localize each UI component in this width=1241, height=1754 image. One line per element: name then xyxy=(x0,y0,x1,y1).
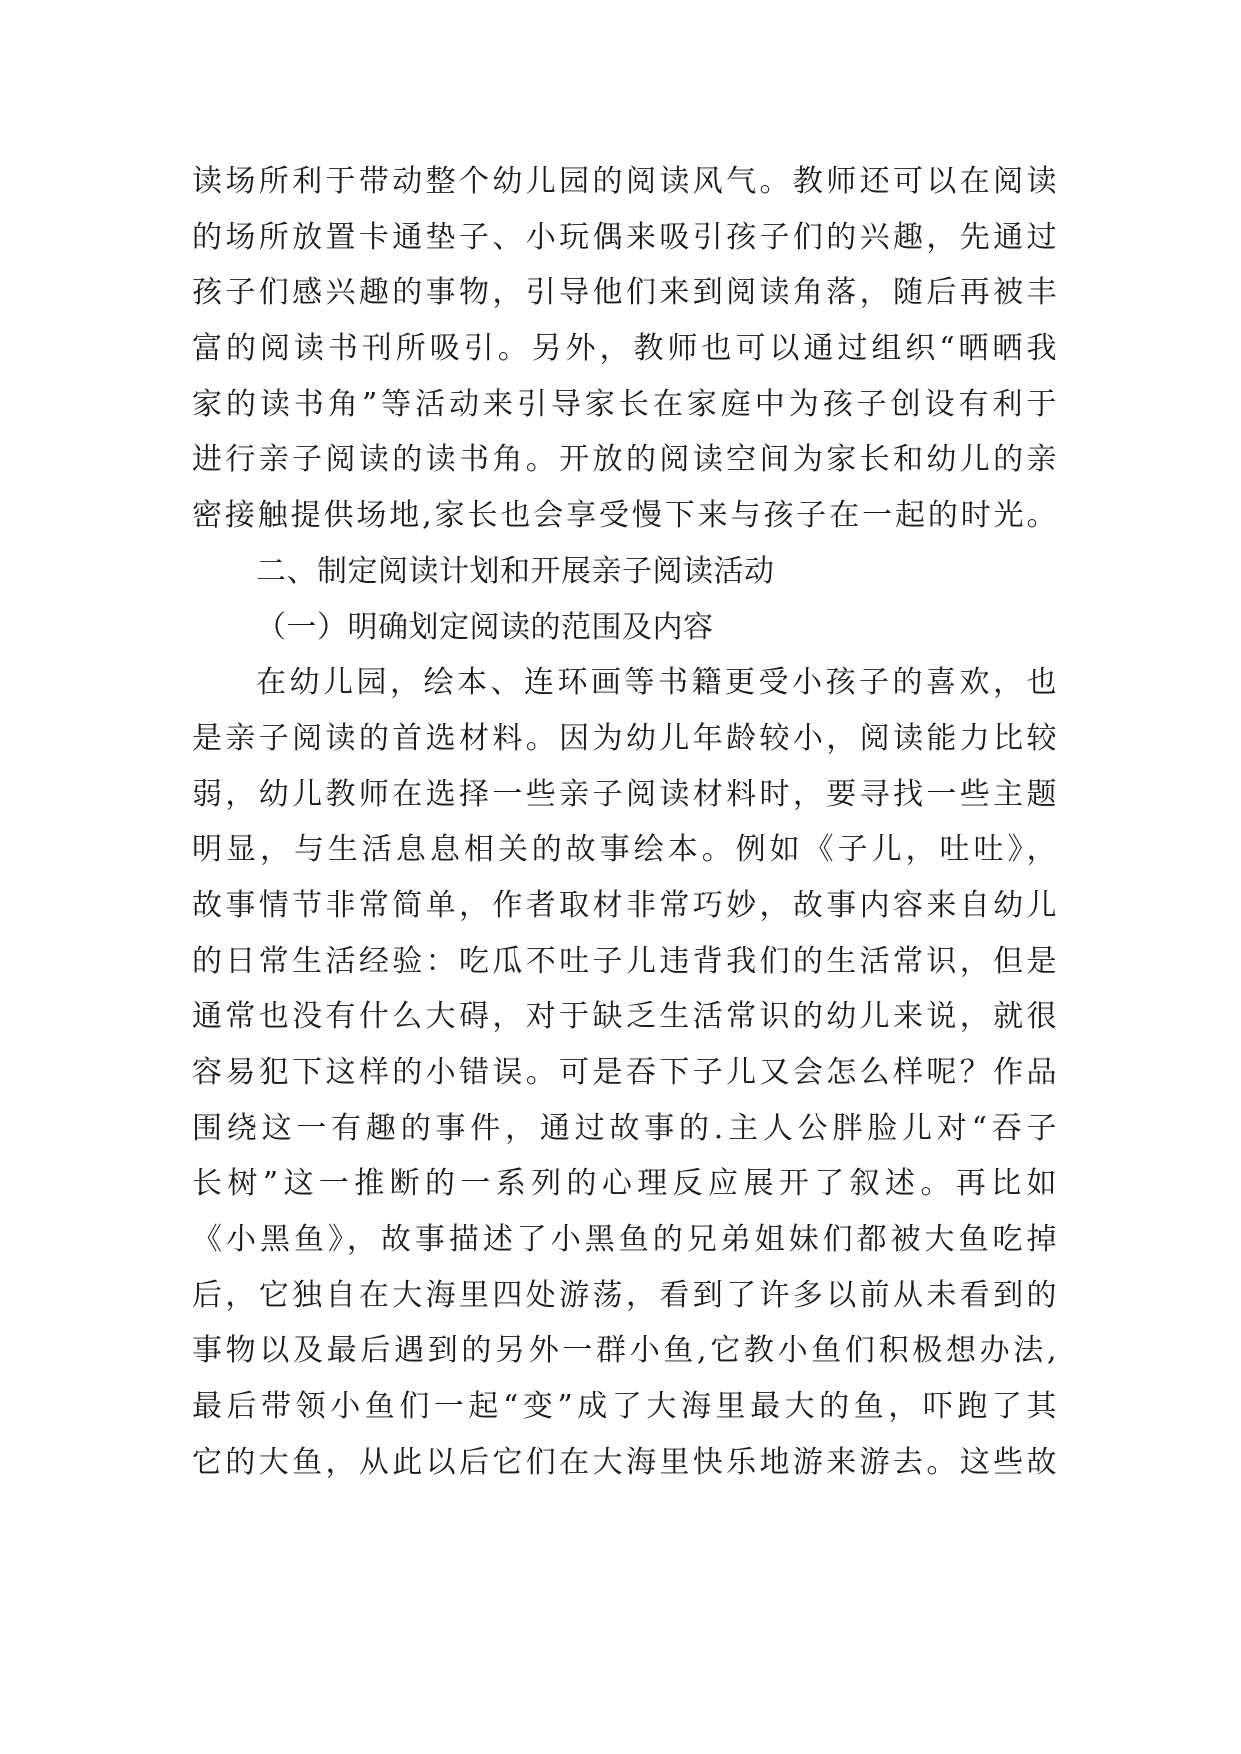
text-line: 的日常生活经验：吃瓜不吐子儿违背我们的生活常识，但是 xyxy=(192,943,1057,979)
text-line: 长树”这一推断的一系列的心理反应展开了叙述。再比如 xyxy=(192,1166,1057,1202)
text-line: 家的读书角”等活动来引导家长在家庭中为孩子创设有利于 xyxy=(192,386,1057,422)
text-line: 它的大鱼，从此以后它们在大海里快乐地游来游去。这些故 xyxy=(192,1444,1057,1480)
paragraph-first-line: 在幼儿园，绘本、连环画等书籍更受小孩子的喜欢，也 xyxy=(256,665,1057,701)
text-line: 孩子们感兴趣的事物，引导他们来到阅读角落，随后再被丰 xyxy=(192,275,1057,311)
text-line: 弱，幼儿教师在选择一些亲子阅读材料时，要寻找一些主题 xyxy=(192,776,1057,812)
section-heading: 二、制定阅读计划和开展亲子阅读活动 xyxy=(256,553,775,589)
text-line: 是亲子阅读的首选材料。因为幼儿年龄较小，阅读能力比较 xyxy=(192,720,1057,756)
text-line: 事物以及最后遇到的另外一群小鱼,它教小鱼们积极想办法, xyxy=(192,1333,1057,1369)
text-line: 进行亲子阅读的读书角。开放的阅读空间为家长和幼儿的亲 xyxy=(192,442,1057,478)
text-line: 通常也没有什么大碍，对于缺乏生活常识的幼儿来说，就很 xyxy=(192,999,1057,1035)
text-line: 读场所利于带动整个幼儿园的阅读风气。教师还可以在阅读 xyxy=(192,164,1057,199)
text-line: 明显，与生活息息相关的故事绘本。例如《子儿，吐吐》， xyxy=(192,832,1057,868)
text-line: 容易犯下这样的小错误。可是吞下子儿又会怎么样呢？作品 xyxy=(192,1055,1057,1090)
body-text xyxy=(192,154,1057,1491)
text-line: 围绕这一有趣的事件，通过故事的.主人公胖脸儿对“吞子 xyxy=(192,1110,1057,1146)
text-line: 故事情节非常简单，作者取材非常巧妙，故事内容来自幼儿 xyxy=(192,887,1057,923)
text-line: 后，它独自在大海里四处游荡，看到了许多以前从未看到的 xyxy=(192,1277,1057,1313)
text-line: 《小黑鱼》，故事描述了小黑鱼的兄弟姐妹们都被大鱼吃掉 xyxy=(192,1222,1057,1258)
text-line: 富的阅读书刊所吸引。另外，教师也可以通过组织“晒晒我 xyxy=(192,331,1057,367)
text-line: 密接触提供场地,家长也会享受慢下来与孩子在一起的时光。 xyxy=(192,498,1057,534)
subsection-heading: （一）明确划定阅读的范围及内容 xyxy=(256,609,714,645)
text-line: 最后带领小鱼们一起“变”成了大海里最大的鱼，吓跑了其 xyxy=(192,1389,1057,1425)
text-line: 的场所放置卡通垫子、小玩偶来吸引孩子们的兴趣，先通过 xyxy=(192,219,1057,255)
